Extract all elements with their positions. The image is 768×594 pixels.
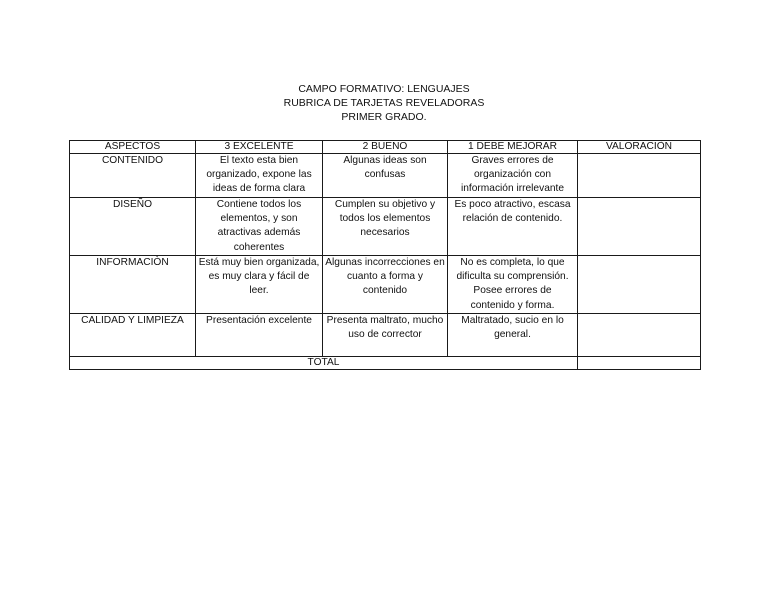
total-label: TOTAL <box>70 357 578 370</box>
aspect-cell: DISEÑO <box>70 198 196 256</box>
table-row-contenido <box>70 154 701 198</box>
debe-mejorar-cell: No es completa, lo que dificulta su comprensión. Posee errores de contenido y forma. <box>448 256 578 314</box>
excelente-cell: El texto esta bien organizado, expone las ideas de forma clara <box>196 154 323 198</box>
total-row <box>70 357 701 370</box>
debe-mejorar-cell: Maltratado, sucio en lo general. <box>448 314 578 357</box>
document-title <box>0 82 768 124</box>
column-header-bueno: 2 BUENO <box>323 141 448 154</box>
debe-mejorar-cell: Graves errores de organización con información irrelevante <box>448 154 578 198</box>
column-header-valoracion: VALORACIÒN <box>578 141 701 154</box>
column-header-aspectos: ASPECTOS <box>70 141 196 154</box>
header-row <box>70 141 701 154</box>
title-line-1: CAMPO FORMATIVO: LENGUAJES <box>298 83 470 95</box>
debe-mejorar-cell: Es poco atractivo, escasa relación de contenido. <box>448 198 578 256</box>
excelente-cell: Contiene todos los elementos, y son atractivas además coherentes <box>196 198 323 256</box>
bueno-cell: Algunas ideas son confusas <box>323 154 448 198</box>
excelente-cell: Presentación excelente <box>196 314 323 357</box>
table-row-diseno <box>70 198 701 256</box>
rubric-table <box>69 140 701 370</box>
bueno-cell: Algunas incorrecciones en cuanto a forma y contenido <box>323 256 448 314</box>
bueno-cell: Presenta maltrato, mucho uso de corrector <box>323 314 448 357</box>
title-line-3: PRIMER GRADO. <box>341 111 427 123</box>
column-header-debe-mejorar: 1 DEBE MEJORAR <box>448 141 578 154</box>
bueno-cell: Cumplen su objetivo y todos los elementos necesarios <box>323 198 448 256</box>
valoracion-cell[interactable] <box>578 198 701 256</box>
valoracion-cell[interactable] <box>578 256 701 314</box>
title-line-2: RUBRICA DE TARJETAS REVELADORAS <box>283 97 485 109</box>
table-row-calidad-limpieza <box>70 314 701 357</box>
column-header-excelente: 3 EXCELENTE <box>196 141 323 154</box>
valoracion-cell[interactable] <box>578 154 701 198</box>
aspect-cell: INFORMACIÒN <box>70 256 196 314</box>
excelente-cell: Está muy bien organizada, es muy clara y fácil de leer. <box>196 256 323 314</box>
total-value-cell[interactable] <box>578 357 701 370</box>
table-row-informacion <box>70 256 701 314</box>
aspect-cell: CONTENIDO <box>70 154 196 198</box>
valoracion-cell[interactable] <box>578 314 701 357</box>
aspect-cell: CALIDAD Y LIMPIEZA <box>70 314 196 357</box>
